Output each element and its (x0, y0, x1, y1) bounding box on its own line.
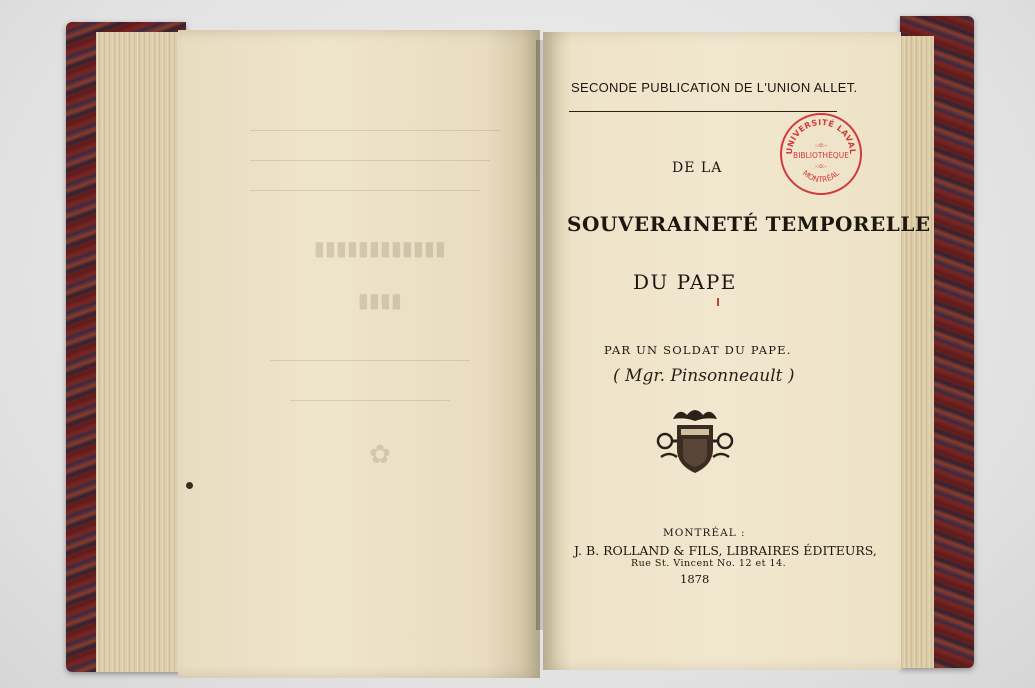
svg-text:UNIVERSITÉ LAVAL (785, 117, 857, 155)
book-photo: ▮▮▮▮▮▮▮▮▮▮▮▮ ▮▮▮▮ ✿ SECONDE PUBLICATION DE L'UNION ALLET. UNIVERSITÉ LAVAL -:o:- BIBLIOTHÈQUE -:o:- MONTRÉAL DE LA SOUVERAINETÉ TEMPORELLE DU PAPE PAR UN SOLDAT DU PAPE. ( Mgr. Pinsonneault ) MONTRÉAL : J. B. ROLLAND & FILS, LIBRAIRES ÉDITEURS, Rue St. Vincent No. 12 et 14. 1878 (0, 0, 1035, 688)
left-page-edges (96, 32, 186, 672)
svg-text:-:o:-: -:o:- (814, 142, 828, 149)
byline: PAR UN SOLDAT DU PAPE. (604, 343, 792, 357)
svg-text:MONTRÉAL (801, 168, 842, 184)
imprint-year: 1878 (680, 572, 710, 586)
stamp-top-text: UNIVERSITÉ LAVAL (784, 117, 858, 155)
title-line-2: SOUVERAINETÉ TEMPORELLE (567, 212, 931, 236)
red-mark (717, 298, 719, 306)
right-page-edges (898, 36, 934, 668)
imprint-address: Rue St. Vincent No. 12 et 14. (631, 558, 787, 569)
series-header: SECONDE PUBLICATION DE L'UNION ALLET. (571, 80, 858, 95)
library-stamp (780, 113, 862, 195)
imprint-publisher: J. B. ROLLAND & FILS, LIBRAIRES ÉDITEURS, (574, 543, 877, 558)
header-rule (569, 111, 837, 112)
title-line-3: DU PAPE (633, 270, 737, 294)
ink-spot (186, 482, 193, 489)
printer-emblem-icon (655, 405, 735, 481)
stamp-bottom-text: MONTRÉAL (800, 168, 842, 185)
stamp-middle-text: BIBLIOTHÈQUE (793, 151, 849, 160)
svg-text:-:o:-: -:o:- (814, 163, 828, 170)
imprint-place: MONTRÉAL : (663, 527, 746, 539)
left-page (178, 30, 540, 678)
handwritten-attribution: ( Mgr. Pinsonneault ) (613, 366, 795, 386)
title-line-1: DE LA (672, 160, 723, 176)
